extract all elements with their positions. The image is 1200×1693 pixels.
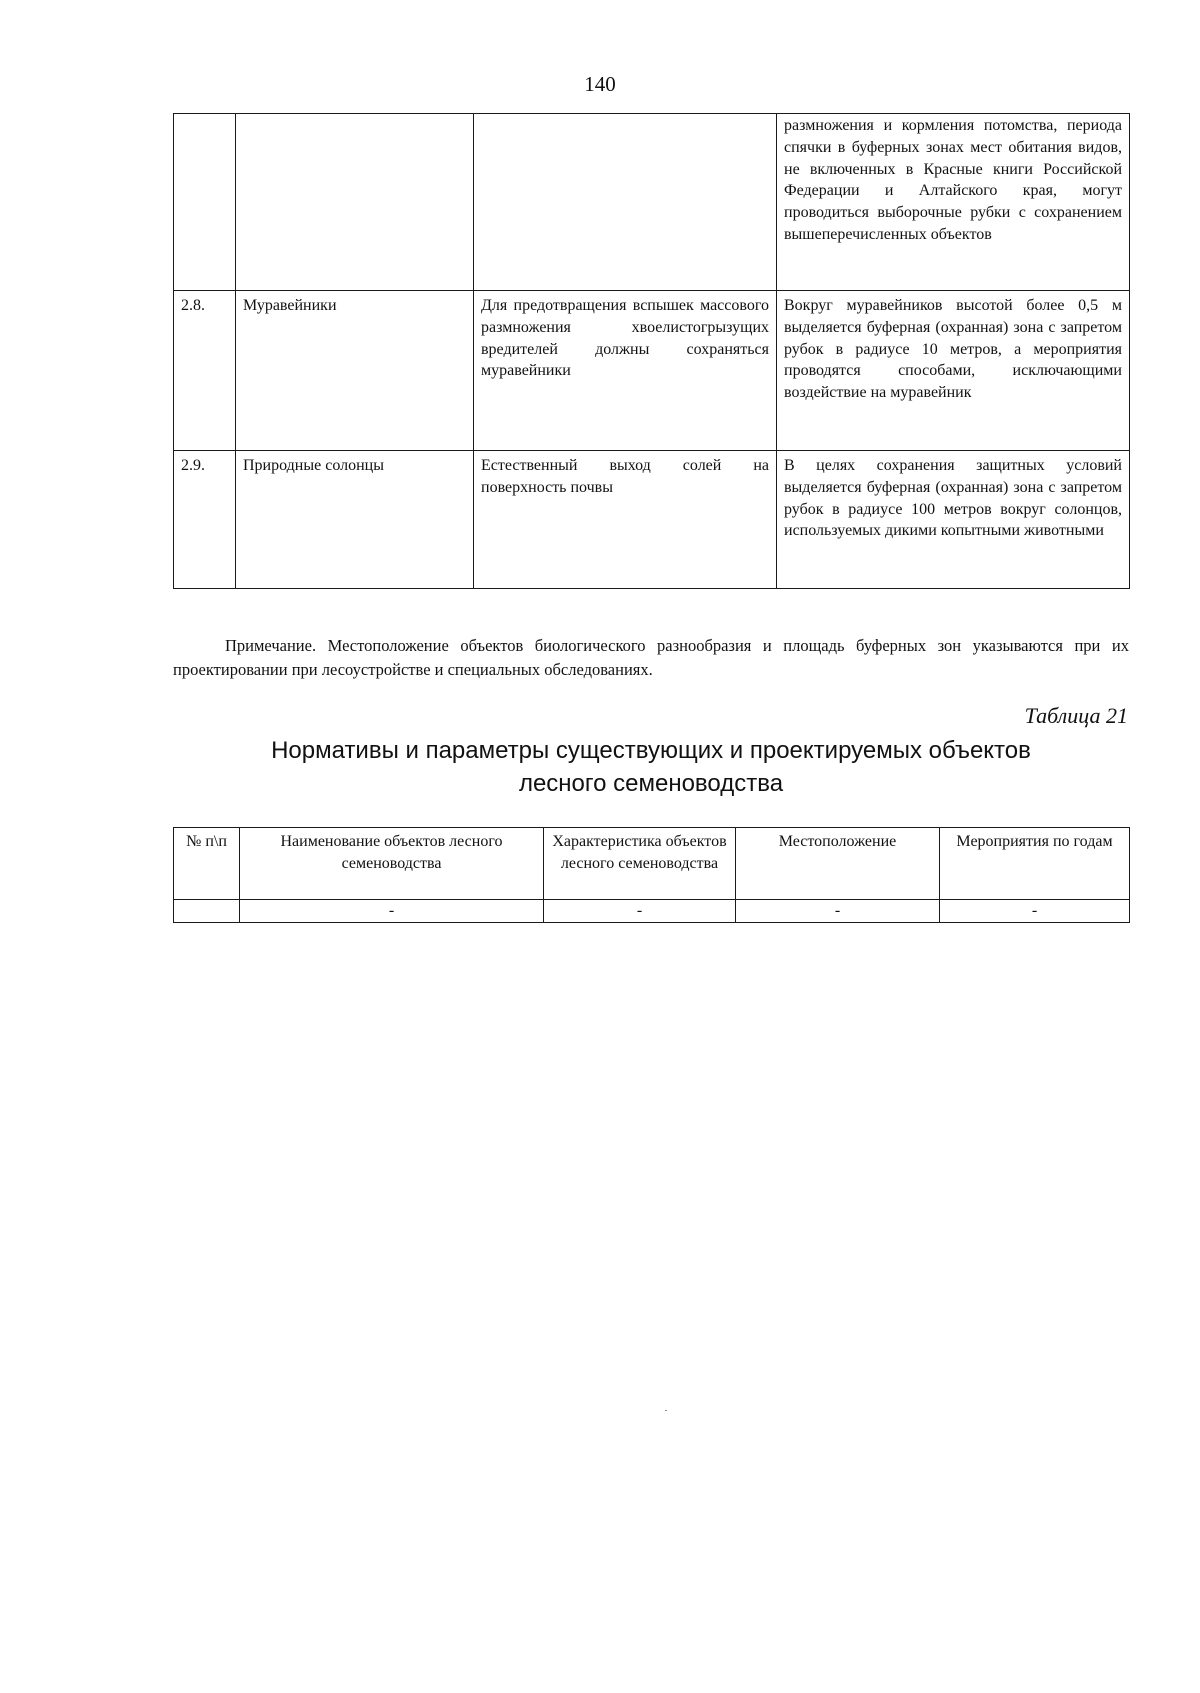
row-number: 2.8. <box>174 291 236 451</box>
table-title-line: лесного семеноводства <box>518 769 784 797</box>
table-cell: - <box>940 900 1130 923</box>
page-number: 140 <box>584 72 616 96</box>
table-row <box>174 900 1130 923</box>
object-characteristic <box>474 114 777 291</box>
table-cell: - <box>544 900 736 923</box>
table-row <box>174 291 1130 451</box>
object-characteristic: Естественный выход солей на поверхность почвы <box>474 451 777 589</box>
table-row <box>174 114 1130 291</box>
table-cell: - <box>240 900 544 923</box>
table-caption: Таблица 21 <box>1024 703 1128 728</box>
biodiversity-objects-table <box>173 113 1130 589</box>
object-measures: Вокруг муравейников высотой более 0,5 м выделяется буферная (охранная) зона с запретом рубок в радиусе 10 метров, а мероприятия проводятся способами, исключающими воздействие на муравейник <box>777 291 1130 451</box>
object-name: Муравейники <box>236 291 474 451</box>
column-header-location: Местоположение <box>736 828 940 900</box>
object-characteristic: Для предотвращения вспышек массового размножения хвоелистогрызущих вредителей должны сохраняться муравейники <box>474 291 777 451</box>
table-cell: - <box>736 900 940 923</box>
row-number <box>174 114 236 291</box>
table-header-row <box>174 828 1130 900</box>
object-name: Природные солонцы <box>236 451 474 589</box>
table-title-line: Нормативы и параметры существующих и проектируемых объектов <box>271 737 1031 764</box>
scan-speck <box>665 1410 667 1411</box>
object-name <box>236 114 474 291</box>
table-note: Примечание. Местоположение объектов биологического разнообразия и площадь буферных зон указываются при их проектировании при лесоустройстве и специальных обследованиях. <box>173 636 1129 679</box>
column-header-name: Наименование объектов лесного семеноводства <box>240 828 544 900</box>
object-measures: В целях сохранения защитных условий выделяется буферная (охранная) зона с запретом рубок в радиусе 100 метров вокруг солонцов, используемых дикими копытными животными <box>777 451 1130 589</box>
object-measures: размножения и кормления потомства, периода спячки в буферных зонах мест обитания видов, не включенных в Красные книги Российской Федерации и Алтайского края, могут проводиться выборочные рубки с сохранением вышеперечисленных объектов <box>777 114 1130 291</box>
table-row <box>174 451 1130 589</box>
column-header-number: № п\п <box>174 828 240 900</box>
seed-production-table <box>173 827 1130 923</box>
table-cell <box>174 900 240 923</box>
table-title <box>173 735 1129 800</box>
column-header-characteristic: Характеристика объектов лесного семеноводства <box>544 828 736 900</box>
row-number: 2.9. <box>174 451 236 589</box>
column-header-measures: Мероприятия по годам <box>940 828 1130 900</box>
